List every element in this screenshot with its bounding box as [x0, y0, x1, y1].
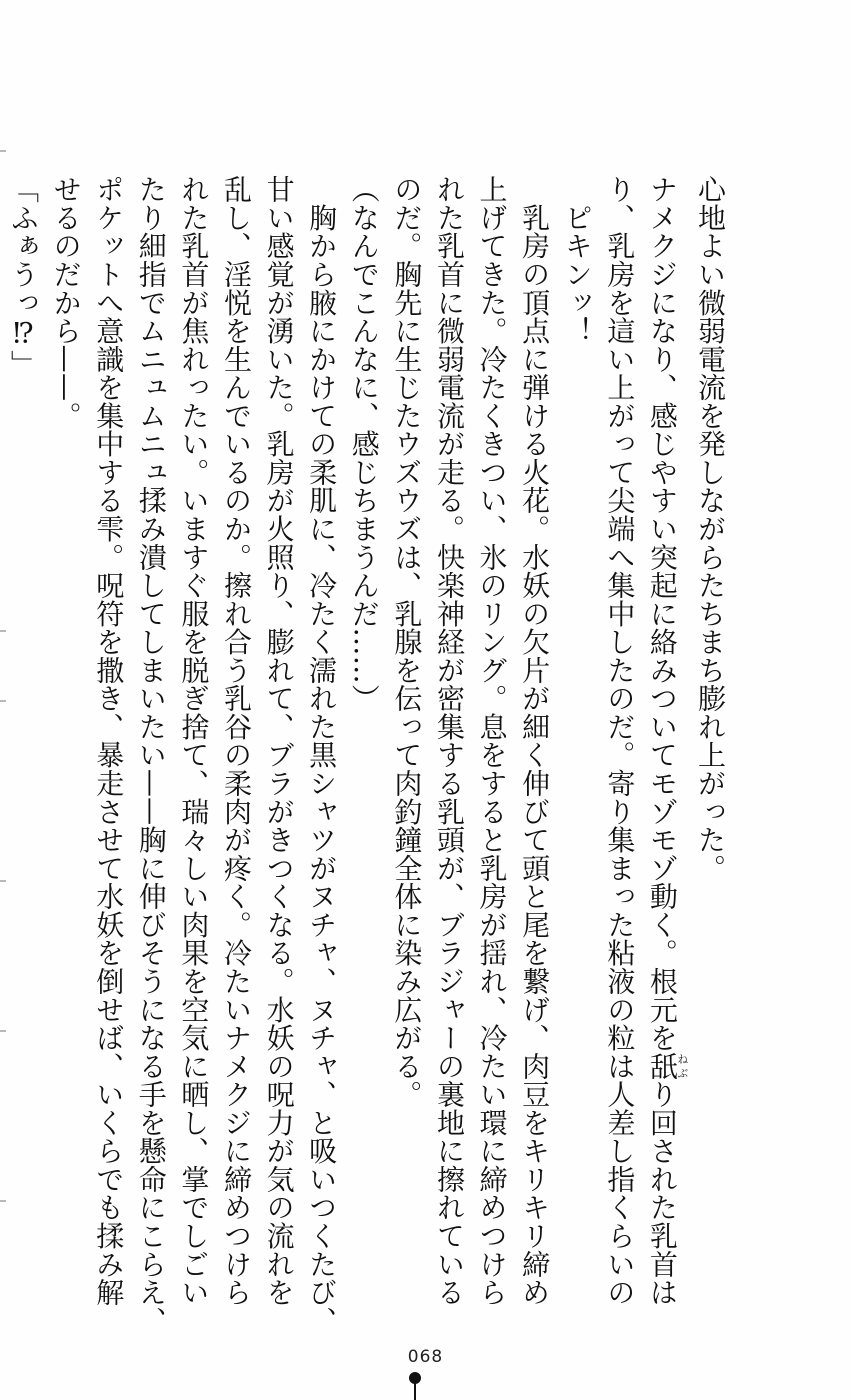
ruby-annotation: 舐ねぶ — [645, 1051, 689, 1080]
scan-artifact — [0, 1200, 6, 1202]
text-line: れた乳首が焦れったい。いますぐ服を脱ぎ捨て、瑞々しい肉果を空気に晒し、掌でしごい — [177, 175, 211, 1307]
text-line-with-ruby — [640, 175, 689, 1307]
text-line: れた乳首に微弱電流が走る。快楽神経が密集する乳頭が、ブラジャーの裏地に擦れている — [432, 175, 466, 1307]
text-line: せるのだから——。 — [49, 175, 83, 430]
text-line: 甘い感覚が湧いた。乳房が火照り、膨れて、ブラがきつくなる。水妖の呪力が気の流れを — [262, 175, 296, 1307]
text-line-part: ナメクジになり、感じやすい突起に絡みついてモゾモゾ動く。根元を — [645, 175, 679, 1052]
scan-artifact — [0, 150, 6, 152]
text-line: たり細指でムニュムニュ揉み潰してしまいたい——胸に伸びそうになる手を懸命にこらえ、 — [134, 175, 168, 1335]
text-line: ポケットへ意識を集中する雫。呪符を撒き、暴走させて水妖を倒せば、いくらでも揉み解 — [92, 175, 126, 1307]
text-line: 乱し、淫悦を生んでいるのか。擦れ合う乳谷の柔肉が疼く。冷たいナメクジに締めつけら — [219, 175, 253, 1307]
body-text — [1, 175, 731, 1335]
text-line: 乳房の頂点に弾ける火花。水妖の欠片が細く伸びて頭と尾を繋げ、肉豆をキリキリ締め — [518, 175, 552, 1307]
text-line: （なんでこんなに、感じちまうんだ……） — [347, 175, 381, 713]
text-line: 上げてきた。冷たくきつい、氷のリング。息をすると乳房が揺れ、冷たい環に締めつけら — [475, 175, 509, 1307]
text-line-part: り回された乳首は — [645, 1079, 679, 1307]
text-line: 胸から腋にかけての柔肌に、冷たく濡れた黒シャツがヌチャ、ヌチャ、と吸いつくたび、 — [305, 175, 339, 1335]
page-marker-stem — [414, 1382, 416, 1400]
text-line: り、乳房を這い上がって尖端へ集中したのだ。寄り集まった粘液の粒は人差し指くらいの — [603, 175, 637, 1307]
text-line: ピキンッ！ — [560, 175, 594, 345]
text-line: 「ふぁうっ⁉」 — [7, 175, 40, 378]
text-line: のだ。胸先に生じたウズウズは、乳腺を伝って肉釣鐘全体に染み広がる。 — [390, 175, 424, 1109]
text-line: 心地よい微弱電流を発しながらたちまち膨れ上がった。 — [694, 175, 727, 882]
page-number: 068 — [407, 1347, 444, 1367]
